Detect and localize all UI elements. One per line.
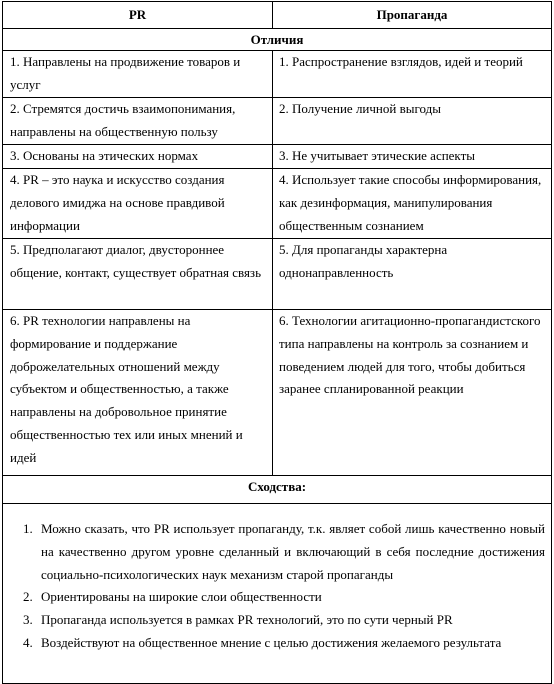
propaganda-cell: 4. Использует такие способы информирования, как дезинформация, манипулирования общественным сознанием [273, 169, 552, 239]
table-row [3, 239, 552, 310]
pr-cell: 4. PR – это наука и искусство создания делового имиджа на основе правдивой информации [3, 169, 273, 239]
list-item-number: 4. [23, 634, 33, 650]
similarities-title: Сходства: [3, 476, 552, 504]
comparison-table [2, 1, 552, 684]
propaganda-cell: 5. Для пропаганды характерна однонаправленность [273, 239, 552, 310]
similarities-title-row [3, 476, 552, 504]
header-row [3, 2, 552, 29]
pr-cell: 1. Направлены на продвижение товаров и услуг [3, 51, 273, 98]
list-item-number: 3. [23, 612, 33, 628]
similarities-cell [3, 504, 552, 684]
list-item-number: 1. [23, 521, 33, 536]
list-item [3, 586, 545, 609]
similarities-row [3, 504, 552, 684]
list-item [3, 609, 545, 632]
propaganda-cell: 6. Технологии агитационно-пропагандистского типа направлены на контроль за сознанием и поведением людей для того, чтобы добиться заранее спланированной реакции [273, 310, 552, 476]
list-item-text: Пропаганда используется в рамках PR технологий, это по сути черный PR [41, 612, 453, 628]
table-row [3, 145, 552, 169]
differences-title: Отличия [3, 29, 552, 51]
list-item-text: Можно сказать, что PR использует пропаганду, т.к. являет собой лишь качественно новый на качественно другом уровне сделанный и включающий в себя последние достижения социально-психологических наук механизм старой пропаганды [41, 521, 545, 582]
list-item-text: Воздействуют на общественное мнение с целью достижения желаемого результата [41, 634, 502, 650]
pr-cell: 5. Предполагают диалог, двустороннее общение, контакт, существует обратная связь [3, 239, 273, 310]
table-row [3, 98, 552, 145]
differences-title-row [3, 29, 552, 51]
list-item [3, 518, 545, 586]
similarities-list [3, 504, 551, 655]
header-propaganda: Пропаганда [273, 2, 552, 29]
pr-cell: 2. Стремятся достичь взаимопонимания, направлены на общественную пользу [3, 98, 273, 145]
pr-cell: 6. PR технологии направлены на формирование и поддержание доброжелательных отношений между субъектом и общественностью, а также направлены на добровольное принятие общественностью тех или иных мнений и идей [3, 310, 273, 476]
table-row [3, 51, 552, 98]
propaganda-cell: 2. Получение личной выгоды [273, 98, 552, 145]
list-item-number: 2. [23, 589, 33, 605]
table-row [3, 310, 552, 476]
list-item-text: Ориентированы на широкие слои общественности [41, 589, 322, 605]
pr-cell: 3. Основаны на этических нормах [3, 145, 273, 169]
propaganda-cell: 1. Распространение взглядов, идей и теорий [273, 51, 552, 98]
header-pr: PR [3, 2, 273, 29]
list-item [3, 632, 545, 655]
propaganda-cell: 3. Не учитывает этические аспекты [273, 145, 552, 169]
table-row [3, 169, 552, 239]
